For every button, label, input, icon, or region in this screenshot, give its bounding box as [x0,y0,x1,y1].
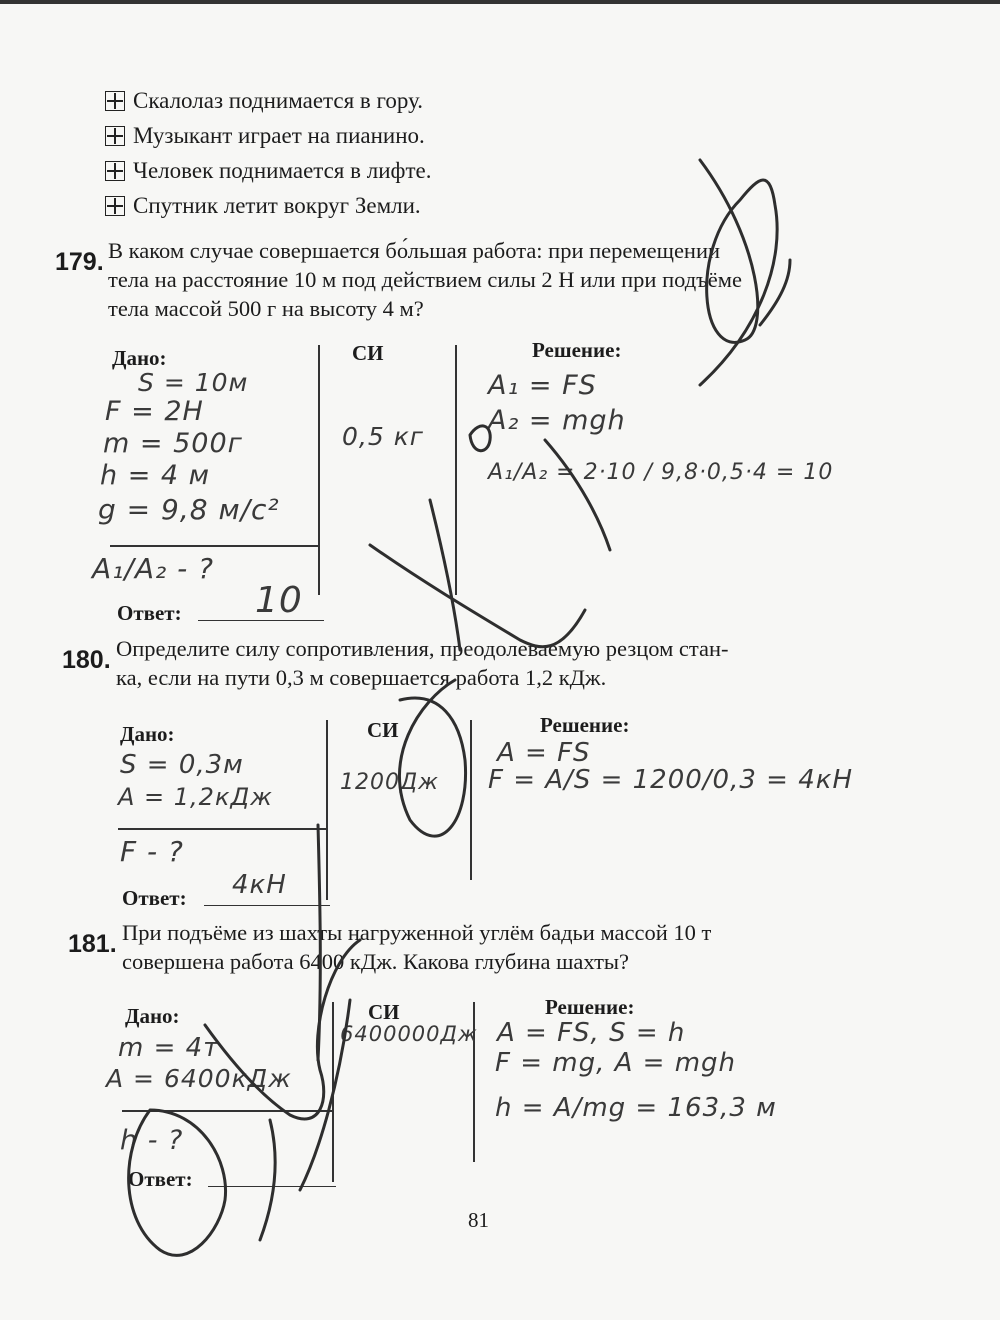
task-179-line: тела массой 500 г на высоту 4 м? [108,296,424,321]
task-179-answer-label: Ответ: [117,601,182,625]
task-179-given: g = 9,8 м/с² [98,493,280,526]
task-180-number: 180. [62,646,111,674]
task-179-number: 179. [55,248,104,276]
task-179-si-label: СИ [352,341,384,365]
task-180-solution-label: Решение: [540,713,630,737]
task-179-answer: 10 [255,580,303,621]
task-180-given: A = 1,2кДж [118,783,273,811]
task-181-solution-label: Решение: [545,995,635,1019]
option-text: Музыкант играет на пианино. [133,123,425,148]
task-179-dano-label: Дано: [112,346,167,370]
task-179-solution-line: A₁ = FS [488,370,597,401]
option-text: Скалолаз поднимается в гору. [133,88,424,113]
task-179-given: S = 10м [138,368,249,397]
task-181-line: совершена работа 6400 кДж. Какова глубина шахты? [122,949,630,974]
task-180-si-value: 1200Дж [340,770,439,795]
task-180-line: ка, если на пути 0,3 м совершается работа 1,2 кДж. [116,665,607,690]
task-181-number: 181. [68,930,117,958]
task-179-solution-line: A₁/A₂ = 2·10 / 9,8·0,5·4 = 10 [488,460,834,485]
task-179-given: m = 500г [103,428,243,459]
task-181-given: A = 6400кДж [106,1064,292,1093]
task-181-si-label: СИ [368,1000,400,1024]
task-180-si-label: СИ [367,718,399,742]
task-179-line: тела на расстояние 10 м под действием силы 2 Н или при подъёме [108,267,743,292]
option-text: Спутник летит вокруг Земли. [133,193,421,218]
task-181-si-value: 6400000Дж [340,1022,478,1046]
task-180-answer-label: Ответ: [122,886,187,910]
task-179-find: A₁/A₂ - ? [92,552,214,585]
task-181-solution-line: h = A/mg = 163,3 м [495,1093,777,1123]
task-181-solution-line: A = FS, S = h [497,1018,686,1048]
page-number: 81 [468,1208,489,1232]
task-180-dano-label: Дано: [120,722,175,746]
task-181-line: При подъёме из шахты нагруженной углём бадьи массой 10 т [122,920,712,945]
task-180-answer: 4кН [232,870,287,900]
task-181-answer-label: Ответ: [128,1167,193,1191]
task-179-given: h = 4 м [100,460,211,491]
option-text: Человек поднимается в лифте. [133,158,432,183]
task-179-solution-line: A₂ = mgh [488,405,626,436]
task-179-si-value: 0,5 кг [342,422,424,451]
task-180-solution-line: A = FS [497,738,591,768]
task-180-line: Определите силу сопротивления, преодолеваемую резцом стан- [116,636,729,661]
task-181-find: h - ? [120,1125,184,1156]
task-180-solution-line: F = A/S = 1200/0,3 = 4кН [488,765,854,795]
task-181-solution-line: F = mg, A = mgh [495,1048,737,1078]
task-181-given: m = 4т [118,1033,220,1063]
task-180-given: S = 0,3м [120,750,244,780]
task-179-line: В каком случае совершается бо́льшая работа: при перемещении [108,238,721,263]
task-179-solution-label: Решение: [532,338,622,362]
task-180-find: F - ? [120,835,184,868]
task-181-dano-label: Дано: [125,1004,180,1028]
task-179-given: F = 2Н [105,396,204,427]
